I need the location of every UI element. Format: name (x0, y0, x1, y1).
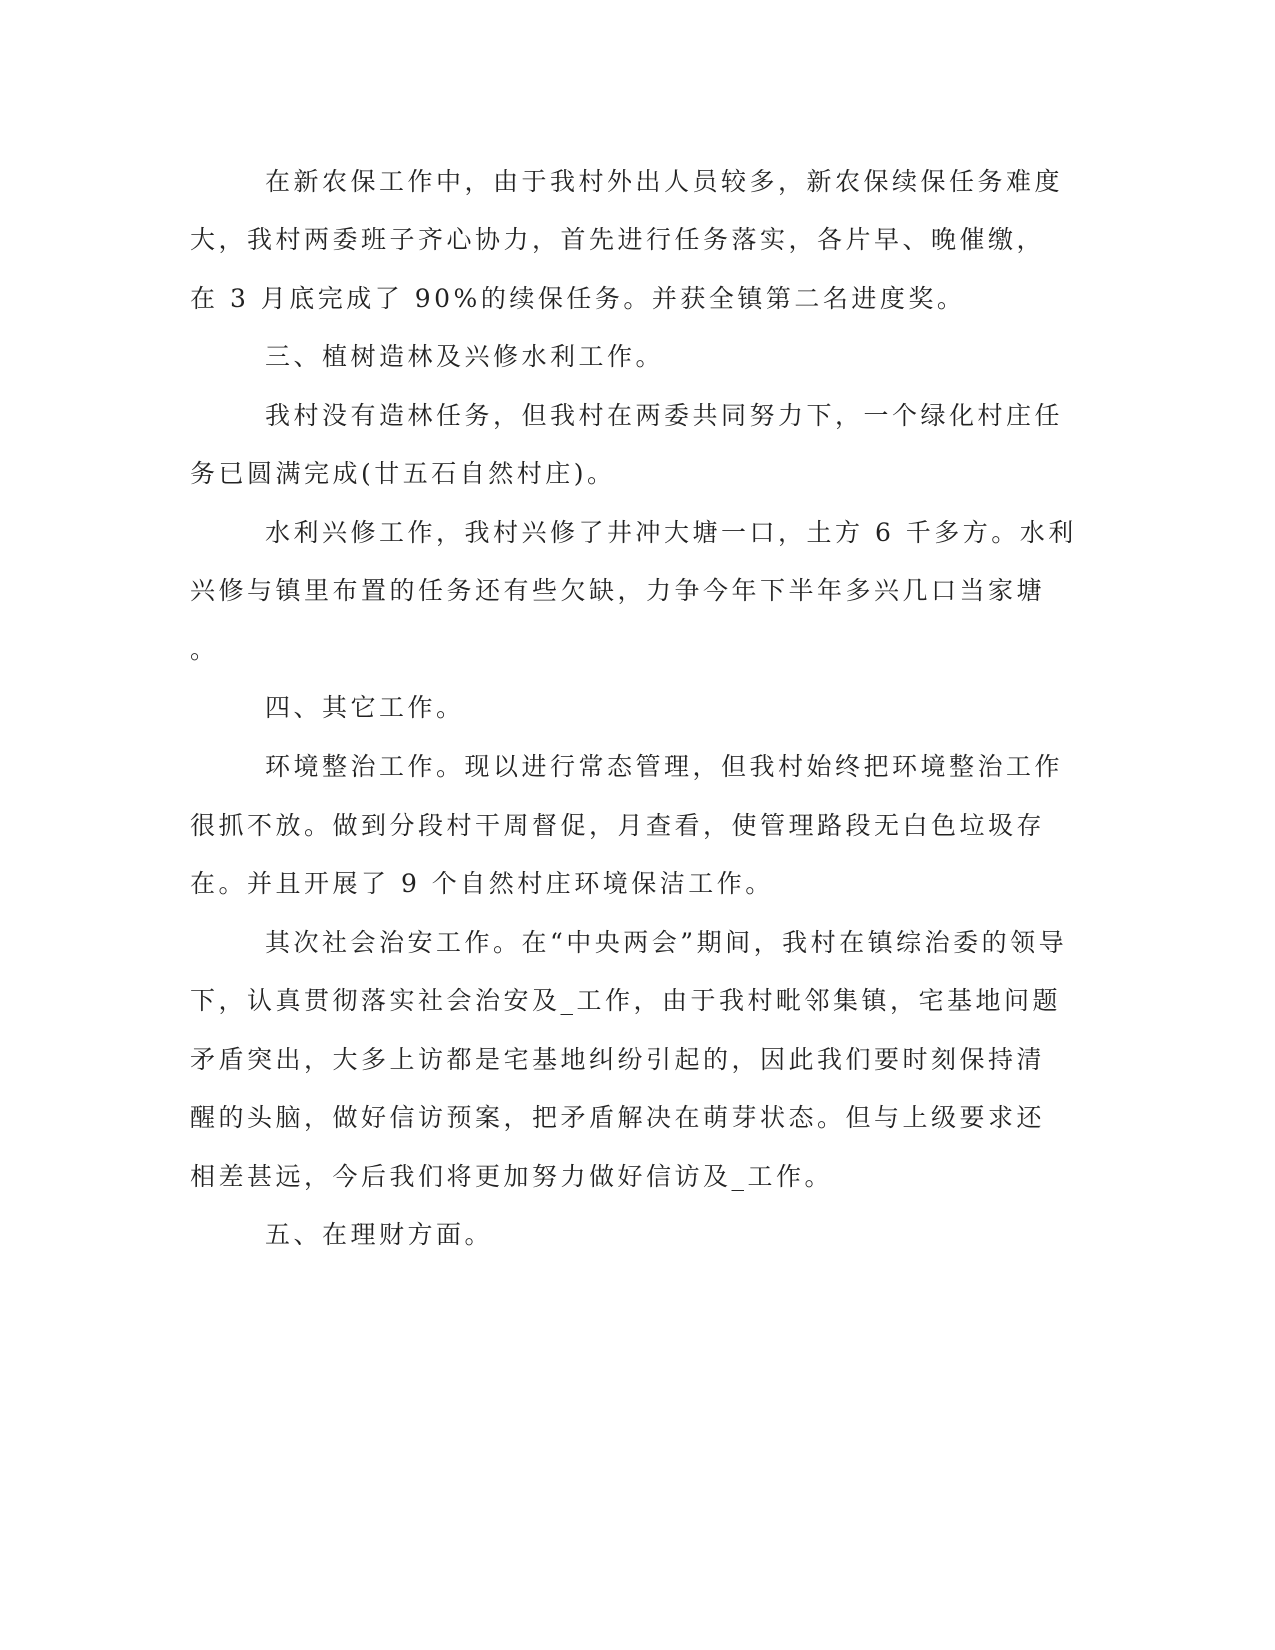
paragraph-line: 其次社会治安工作。在“中央两会”期间，我村在镇综治委的领导 (265, 928, 1068, 957)
paragraph-line: 在新农保工作中，由于我村外出人员较多，新农保续保任务难度 (265, 167, 1064, 196)
paragraph-line: 下，认真贯彻落实社会治安及_工作，由于我村毗邻集镇，宅基地问题 (190, 986, 1062, 1015)
paragraph-line: 水利兴修工作，我村兴修了井冲大塘一口，土方 6 千多方。水利 (265, 518, 1077, 547)
section-heading: 三、植树造林及兴修水利工作。 (265, 342, 665, 371)
paragraph-line: 很抓不放。做到分段村干周督促，月查看，使管理路段无白色垃圾存 (190, 811, 1046, 840)
paragraph-line: 在 3 月底完成了 90%的续保任务。并获全镇第二名进度奖。 (190, 284, 966, 313)
section-heading: 五、在理财方面。 (265, 1220, 494, 1249)
paragraph-line: 在。并且开展了 9 个自然村庄环境保洁工作。 (190, 869, 774, 898)
paragraph-line: 大，我村两委班子齐心协力，首先进行任务落实，各片早、晚催缴， (190, 225, 1046, 254)
paragraph-line: 醒的头脑，做好信访预案，把矛盾解决在萌芽状态。但与上级要求还 (190, 1103, 1046, 1132)
paragraph-line: 兴修与镇里布置的任务还有些欠缺，力争今年下半年多兴几口当家塘 (190, 576, 1046, 605)
paragraph-line: 我村没有造林任务，但我村在两委共同努力下，一个绿化村庄任 (265, 401, 1064, 430)
paragraph-line: 。 (190, 635, 219, 664)
paragraph-line: 务已圆满完成(廿五石自然村庄)。 (190, 459, 616, 488)
paragraph-line: 矛盾突出，大多上访都是宅基地纠纷引起的，因此我们要时刻保持清 (190, 1045, 1046, 1074)
section-heading: 四、其它工作。 (265, 693, 465, 722)
paragraph-line: 环境整治工作。现以进行常态管理，但我村始终把环境整治工作 (265, 752, 1064, 781)
paragraph-line: 相差甚远，今后我们将更加努力做好信访及_工作。 (190, 1162, 834, 1191)
